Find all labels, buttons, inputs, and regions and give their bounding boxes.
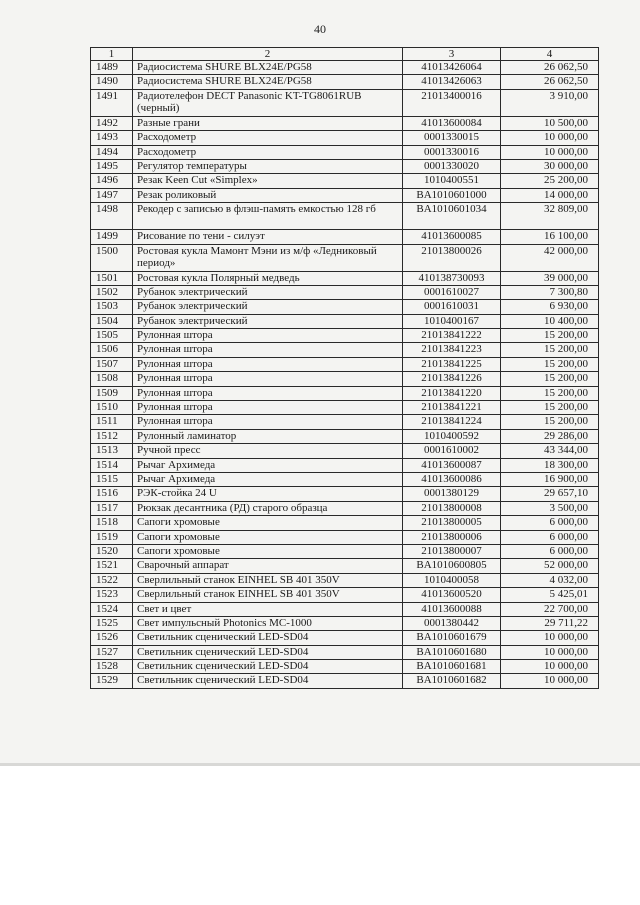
table-row [91,588,599,602]
table-row [91,300,599,314]
table-row [91,544,599,558]
price-cell: 29 286,00 [501,429,599,443]
row-number-cell: 1499 [91,230,133,244]
price-cell: 14 000,00 [501,188,599,202]
inventory-table [90,47,599,689]
row-number-cell: 1509 [91,386,133,400]
price-cell: 3 500,00 [501,501,599,515]
column-header-2: 2 [133,48,403,61]
column-header-4: 4 [501,48,599,61]
table-row [91,75,599,89]
row-number-cell: 1525 [91,616,133,630]
row-number-cell: 1508 [91,372,133,386]
row-number-cell: 1523 [91,588,133,602]
item-name-cell: Сапоги хромовые [133,544,403,558]
inventory-code-cell: 21013800006 [403,530,501,544]
inventory-code-cell: 21013841221 [403,401,501,415]
table-row [91,559,599,573]
row-number-cell: 1521 [91,559,133,573]
table-row [91,516,599,530]
price-cell: 22 700,00 [501,602,599,616]
price-cell: 16 100,00 [501,230,599,244]
row-number-cell: 1492 [91,116,133,130]
row-number-cell: 1500 [91,244,133,271]
table-row [91,314,599,328]
table-row [91,616,599,630]
price-cell: 15 200,00 [501,343,599,357]
inventory-code-cell: 21013841225 [403,357,501,371]
table-row [91,357,599,371]
item-name-cell: Резак Keen Cut «Simplex» [133,174,403,188]
item-name-cell: Ручной пресс [133,444,403,458]
inventory-code-cell: 0001380129 [403,487,501,501]
item-name-cell: Сапоги хромовые [133,516,403,530]
row-number-cell: 1496 [91,174,133,188]
table-row [91,145,599,159]
price-cell: 6 000,00 [501,516,599,530]
price-cell: 6 000,00 [501,544,599,558]
price-cell: 10 500,00 [501,116,599,130]
item-name-cell: Светильник сценический LED-SD04 [133,660,403,674]
price-cell: 52 000,00 [501,559,599,573]
table-row [91,116,599,130]
inventory-code-cell: 41013426064 [403,61,501,75]
row-number-cell: 1493 [91,131,133,145]
item-name-cell: Радиотелефон DECT Panasonic KT-TG8061RUB (черный) [133,89,403,116]
item-name-cell: Рычаг Архимеда [133,472,403,486]
inventory-code-cell: 41013600084 [403,116,501,130]
row-number-cell: 1524 [91,602,133,616]
inventory-code-cell: 21013800008 [403,501,501,515]
item-name-cell: Сверлильный станок EINHEL SB 401 350V [133,588,403,602]
inventory-code-cell: 41013600087 [403,458,501,472]
inventory-code-cell: 41013426063 [403,75,501,89]
item-name-cell: Рюкзак десантника (РД) старого образца [133,501,403,515]
inventory-code-cell: 21013841226 [403,372,501,386]
inventory-code-cell: 1010400592 [403,429,501,443]
price-cell: 43 344,00 [501,444,599,458]
item-name-cell: Светильник сценический LED-SD04 [133,631,403,645]
inventory-code-cell: 0001330016 [403,145,501,159]
table-row [91,174,599,188]
price-cell: 15 200,00 [501,372,599,386]
inventory-code-cell: 21013841222 [403,329,501,343]
table-row [91,271,599,285]
inventory-code-cell: 1010400167 [403,314,501,328]
row-number-cell: 1502 [91,285,133,299]
item-name-cell: РЭК-стойка 24 U [133,487,403,501]
table-row [91,285,599,299]
table-row [91,343,599,357]
inventory-code-cell: BA1010601000 [403,188,501,202]
table-row [91,372,599,386]
table-row [91,444,599,458]
item-name-cell: Радиосистема SHURE BLX24E/PG58 [133,61,403,75]
row-number-cell: 1516 [91,487,133,501]
table-row [91,429,599,443]
table-row [91,487,599,501]
price-cell: 29 657,10 [501,487,599,501]
table-row [91,631,599,645]
price-cell: 10 000,00 [501,631,599,645]
table-row [91,386,599,400]
row-number-cell: 1506 [91,343,133,357]
table-row [91,660,599,674]
table-row [91,188,599,202]
price-cell: 18 300,00 [501,458,599,472]
inventory-code-cell: 21013841220 [403,386,501,400]
inventory-code-cell: 0001380442 [403,616,501,630]
price-cell: 16 900,00 [501,472,599,486]
inventory-code-cell: 0001610031 [403,300,501,314]
item-name-cell: Регулятор температуры [133,159,403,173]
table-row [91,203,599,230]
row-number-cell: 1498 [91,203,133,230]
item-name-cell: Расходометр [133,131,403,145]
inventory-code-cell: BA1010600805 [403,559,501,573]
item-name-cell: Рулонная штора [133,343,403,357]
inventory-code-cell: 0001330020 [403,159,501,173]
table-row [91,674,599,688]
table-row [91,573,599,587]
table-row [91,61,599,75]
row-number-cell: 1519 [91,530,133,544]
inventory-code-cell: 21013841224 [403,415,501,429]
table-row [91,472,599,486]
row-number-cell: 1504 [91,314,133,328]
item-name-cell: Рычаг Архимеда [133,458,403,472]
price-cell: 10 400,00 [501,314,599,328]
price-cell: 6 930,00 [501,300,599,314]
row-number-cell: 1491 [91,89,133,116]
row-number-cell: 1514 [91,458,133,472]
price-cell: 42 000,00 [501,244,599,271]
item-name-cell: Рулонный ламинатор [133,429,403,443]
table-row [91,244,599,271]
price-cell: 6 000,00 [501,530,599,544]
row-number-cell: 1513 [91,444,133,458]
row-number-cell: 1522 [91,573,133,587]
inventory-code-cell: BA1010601034 [403,203,501,230]
item-name-cell: Рубанок электрический [133,314,403,328]
item-name-cell: Сверлильный станок EINHEL SB 401 350V [133,573,403,587]
inventory-code-cell: 410138730093 [403,271,501,285]
row-number-cell: 1495 [91,159,133,173]
price-cell: 15 200,00 [501,401,599,415]
item-name-cell: Рулонная штора [133,357,403,371]
item-name-cell: Ростовая кукла Полярный медведь [133,271,403,285]
price-cell: 39 000,00 [501,271,599,285]
inventory-code-cell: 21013800005 [403,516,501,530]
row-number-cell: 1515 [91,472,133,486]
item-name-cell: Рубанок электрический [133,300,403,314]
item-name-cell: Рисование по тени - силуэт [133,230,403,244]
item-name-cell: Рекодер с записью в флэш-память емкостью 128 гб [133,203,403,230]
row-number-cell: 1507 [91,357,133,371]
item-name-cell: Рулонная штора [133,415,403,429]
inventory-code-cell: 21013400016 [403,89,501,116]
row-number-cell: 1497 [91,188,133,202]
inventory-code-cell: BA1010601680 [403,645,501,659]
row-number-cell: 1517 [91,501,133,515]
item-name-cell: Разные грани [133,116,403,130]
price-cell: 4 032,00 [501,573,599,587]
row-number-cell: 1529 [91,674,133,688]
inventory-code-cell: 0001610002 [403,444,501,458]
price-cell: 29 711,22 [501,616,599,630]
item-name-cell: Ростовая кукла Мамонт Мэни из м/ф «Ледниковый период» [133,244,403,271]
inventory-code-cell: 0001610027 [403,285,501,299]
item-name-cell: Резак роликовый [133,188,403,202]
price-cell: 15 200,00 [501,329,599,343]
price-cell: 10 000,00 [501,674,599,688]
inventory-code-cell: 41013600085 [403,230,501,244]
table-row [91,89,599,116]
price-cell: 7 300,80 [501,285,599,299]
row-number-cell: 1528 [91,660,133,674]
item-name-cell: Рулонная штора [133,329,403,343]
inventory-code-cell: 21013800007 [403,544,501,558]
price-cell: 26 062,50 [501,75,599,89]
price-cell: 15 200,00 [501,415,599,429]
price-cell: 10 000,00 [501,645,599,659]
item-name-cell: Радиосистема SHURE BLX24E/PG58 [133,75,403,89]
row-number-cell: 1501 [91,271,133,285]
inventory-code-cell: 1010400551 [403,174,501,188]
item-name-cell: Свет и цвет [133,602,403,616]
item-name-cell: Сапоги хромовые [133,530,403,544]
inventory-code-cell: BA1010601682 [403,674,501,688]
row-number-cell: 1511 [91,415,133,429]
inventory-code-cell: 41013600520 [403,588,501,602]
price-cell: 32 809,00 [501,203,599,230]
table-row [91,131,599,145]
item-name-cell: Рулонная штора [133,386,403,400]
row-number-cell: 1526 [91,631,133,645]
column-header-3: 3 [403,48,501,61]
table-row [91,415,599,429]
table-row [91,329,599,343]
price-cell: 10 000,00 [501,660,599,674]
row-number-cell: 1512 [91,429,133,443]
item-name-cell: Светильник сценический LED-SD04 [133,674,403,688]
price-cell: 10 000,00 [501,131,599,145]
item-name-cell: Свет импульсный Photonics MC-1000 [133,616,403,630]
table-row [91,230,599,244]
item-name-cell: Расходометр [133,145,403,159]
table-row [91,501,599,515]
inventory-code-cell: BA1010601681 [403,660,501,674]
inventory-code-cell: 41013600088 [403,602,501,616]
row-number-cell: 1489 [91,61,133,75]
row-number-cell: 1520 [91,544,133,558]
price-cell: 15 200,00 [501,386,599,400]
price-cell: 15 200,00 [501,357,599,371]
row-number-cell: 1505 [91,329,133,343]
inventory-code-cell: 1010400058 [403,573,501,587]
price-cell: 10 000,00 [501,145,599,159]
inventory-code-cell: 41013600086 [403,472,501,486]
price-cell: 26 062,50 [501,61,599,75]
table-header-row [91,48,599,61]
row-number-cell: 1494 [91,145,133,159]
row-number-cell: 1510 [91,401,133,415]
table-row [91,530,599,544]
price-cell: 25 200,00 [501,174,599,188]
item-name-cell: Рулонная штора [133,401,403,415]
inventory-code-cell: BA1010601679 [403,631,501,645]
page-number: 40 [314,22,326,36]
table-row [91,159,599,173]
item-name-cell: Рулонная штора [133,372,403,386]
scan-edge [0,763,640,766]
table-row [91,458,599,472]
table-row [91,645,599,659]
inventory-code-cell: 0001330015 [403,131,501,145]
table-row [91,602,599,616]
inventory-code-cell: 21013841223 [403,343,501,357]
row-number-cell: 1527 [91,645,133,659]
row-number-cell: 1518 [91,516,133,530]
row-number-cell: 1490 [91,75,133,89]
item-name-cell: Светильник сценический LED-SD04 [133,645,403,659]
inventory-code-cell: 21013800026 [403,244,501,271]
table-row [91,401,599,415]
price-cell: 5 425,01 [501,588,599,602]
price-cell: 3 910,00 [501,89,599,116]
item-name-cell: Сварочный аппарат [133,559,403,573]
column-header-1: 1 [91,48,133,61]
price-cell: 30 000,00 [501,159,599,173]
row-number-cell: 1503 [91,300,133,314]
item-name-cell: Рубанок электрический [133,285,403,299]
